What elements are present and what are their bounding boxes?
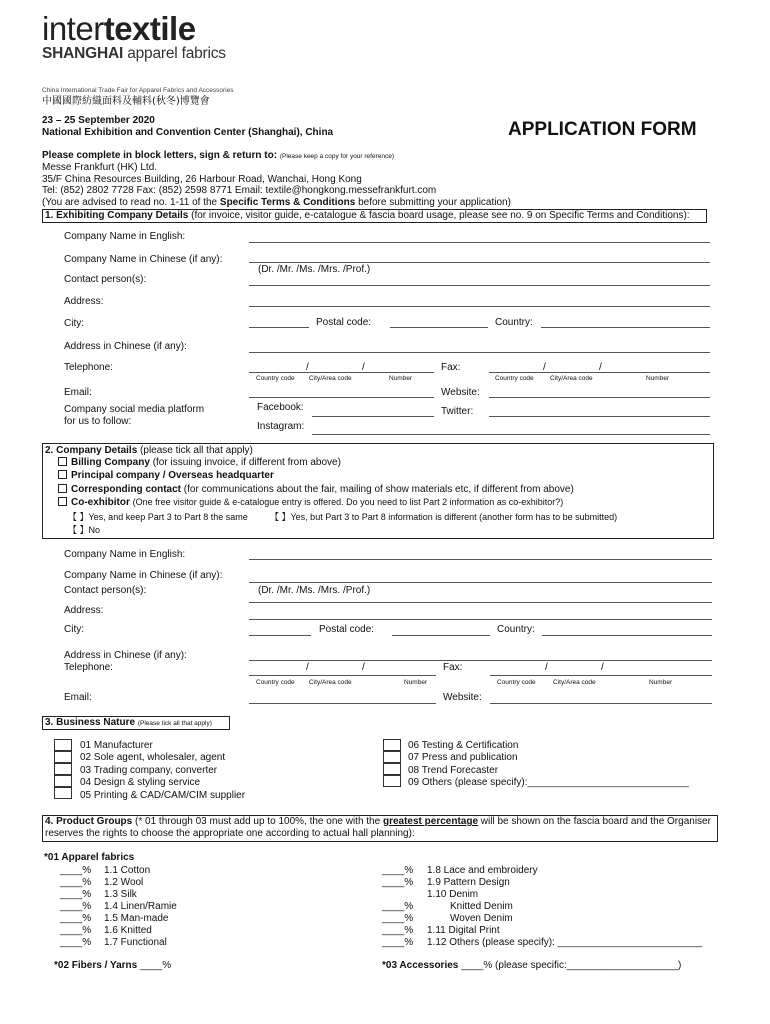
checkbox-bn-01[interactable]: [54, 739, 72, 751]
section-3-title: 3. Business Nature (Please tick all that apply): [45, 717, 212, 728]
s2-fax-input[interactable]: [490, 675, 712, 676]
email-input[interactable]: [249, 397, 434, 398]
section-4-title-line2: reserves the rights to choose the appropriate one according to actual hall planning):: [45, 828, 415, 839]
s2-fax-number-hint: Number: [649, 679, 673, 686]
label-website: Website:: [441, 387, 480, 398]
s2-fax-slash-1: /: [545, 662, 548, 673]
label-address-cn: Address in Chinese (if any):: [64, 341, 187, 352]
s2-tel-slash-1: /: [306, 662, 309, 673]
s2-label-email: Email:: [64, 692, 92, 703]
salutation-hint: (Dr. /Mr. /Ms. /Mrs. /Prof.): [258, 264, 371, 275]
label-twitter: Twitter:: [441, 406, 474, 417]
s2-website-input[interactable]: [490, 703, 712, 704]
city-input[interactable]: [249, 327, 309, 328]
address-cn-input[interactable]: [249, 352, 710, 353]
label-contact: Contact person(s):: [64, 274, 147, 285]
intro-advice: (You are advised to read no. 1-11 of the Specific Terms & Conditions before submitting your application): [42, 197, 511, 208]
s2-fax-slash-2: /: [601, 662, 604, 673]
pct-1-3[interactable]: ____%: [60, 889, 92, 900]
label-company-en: Company Name in English:: [64, 231, 186, 242]
instagram-input[interactable]: [312, 434, 710, 435]
tel-number-hint: Number: [389, 375, 413, 382]
s2-company-cn-input[interactable]: [249, 582, 712, 583]
s2-tel-country-code-hint: Country code: [256, 679, 295, 686]
pct-1-10-knitted[interactable]: ____%: [382, 901, 414, 912]
label-social-2: for us to follow:: [64, 416, 132, 427]
s2-postal-input[interactable]: [392, 635, 490, 636]
s2-email-input[interactable]: [249, 703, 436, 704]
bn-03-label: 03 Trading company, converter: [80, 765, 218, 776]
s2-fax-area-code-hint: City/Area code: [553, 679, 596, 686]
label-city: City:: [64, 318, 84, 329]
label-postal: Postal code:: [316, 317, 372, 328]
label-country: Country:: [495, 317, 533, 328]
s2-fax-country-code-hint: Country code: [497, 679, 536, 686]
option-corresponding[interactable]: Corresponding contact (for communications about the fair, mailing of show materials etc, if different from above): [58, 484, 574, 496]
section-4-title-line1: 4. Product Groups (* 01 through 03 must add up to 100%, the one with the greatest percentage will be shown on the fascia board and the Organiser: [45, 816, 711, 827]
option-no[interactable]: 【 】No: [68, 525, 101, 535]
pct-1-12[interactable]: ____%: [382, 937, 414, 948]
bn-09-label: 09 Others (please specify):_____________________________: [408, 777, 689, 788]
label-1-11: 1.11 Digital Print: [427, 925, 500, 936]
checkbox-bn-08[interactable]: [383, 763, 401, 775]
s2-label-website: Website:: [443, 692, 482, 703]
checkbox-bn-02[interactable]: [54, 751, 72, 763]
pct-1-10-woven[interactable]: ____%: [382, 913, 414, 924]
bn-06-label: 06 Testing & Certification: [408, 740, 519, 751]
tel-slash-2: /: [362, 362, 365, 373]
pct-03[interactable]: ____% (please specific:____________________): [461, 960, 682, 971]
s2-city-input[interactable]: [249, 635, 311, 636]
label-1-7: 1.7 Functional: [104, 937, 167, 948]
s2-contact-input[interactable]: [249, 602, 712, 603]
s2-label-fax: Fax:: [443, 662, 463, 673]
pct-1-1[interactable]: ____%: [60, 865, 92, 876]
label-1-9: 1.9 Pattern Design: [427, 877, 510, 888]
logo-intertextile: intertextile: [42, 10, 196, 47]
s2-tel-area-code-hint: City/Area code: [309, 679, 352, 686]
fair-venue: National Exhibition and Convention Center (Shanghai), China: [42, 127, 334, 138]
fax-country-code-hint: Country code: [495, 375, 534, 382]
checkbox-principal[interactable]: [58, 470, 67, 479]
bn-04-label: 04 Design & styling service: [80, 777, 201, 788]
label-1-12: 1.12 Others (please specify): __________________________: [427, 937, 703, 948]
s2-salutation-hint: (Dr. /Mr. /Ms. /Mrs. /Prof.): [258, 585, 371, 596]
s2-tel-slash-2: /: [362, 662, 365, 673]
group-03: *03 Accessories ____% (please specific:____________________): [382, 960, 682, 971]
fair-dates: 23 – 25 September 2020: [42, 115, 155, 126]
checkbox-bn-06[interactable]: [383, 739, 401, 751]
company-en-input[interactable]: [249, 242, 710, 243]
label-fax: Fax:: [441, 362, 461, 373]
option-yes-different[interactable]: 【 】Yes, but Part 3 to Part 8 information is different (another form has to be submitted): [270, 512, 618, 522]
option-billing[interactable]: Billing Company (for issuing invoice, if different from above): [58, 457, 341, 469]
tel-country-code-hint: Country code: [256, 375, 295, 382]
label-1-8: 1.8 Lace and embroidery: [427, 865, 538, 876]
label-instagram: Instagram:: [257, 421, 305, 432]
checkbox-bn-04[interactable]: [54, 775, 72, 787]
s2-label-telephone: Telephone:: [64, 662, 113, 673]
pct-1-4[interactable]: ____%: [60, 901, 92, 912]
fax-slash-1: /: [543, 362, 546, 373]
s2-label-city: City:: [64, 624, 84, 635]
s2-label-postal: Postal code:: [319, 624, 375, 635]
label-1-4: 1.4 Linen/Ramie: [104, 901, 177, 912]
intro-org: Messe Frankfurt (HK) Ltd.: [42, 162, 158, 173]
s2-tel-number-hint: Number: [404, 679, 428, 686]
website-input[interactable]: [489, 397, 710, 398]
s2-label-address: Address:: [64, 605, 104, 616]
fair-name-cn: 中國國際紡織面料及輔料(秋冬)博覽會: [42, 96, 210, 107]
label-1-10: 1.10 Denim: [427, 889, 479, 900]
pct-1-2[interactable]: ____%: [60, 877, 92, 888]
bn-01-label: 01 Manufacturer: [80, 740, 153, 751]
checkbox-bn-09[interactable]: [383, 775, 401, 787]
tel-slash-1: /: [306, 362, 309, 373]
pct-1-6[interactable]: ____%: [60, 925, 92, 936]
s2-telephone-input[interactable]: [249, 675, 436, 676]
pct-1-7[interactable]: ____%: [60, 937, 92, 948]
facebook-input[interactable]: [312, 416, 434, 417]
s2-address-input[interactable]: [249, 619, 712, 620]
logo-subtitle: SHANGHAI apparel fabrics: [42, 45, 226, 62]
checkbox-bn-07[interactable]: [383, 751, 401, 763]
pct-1-8[interactable]: ____%: [382, 865, 414, 876]
s2-address-cn-input[interactable]: [249, 660, 712, 661]
s2-label-address-cn: Address in Chinese (if any):: [64, 650, 187, 661]
s2-label-company-cn: Company Name in Chinese (if any):: [64, 570, 223, 581]
checkbox-billing[interactable]: [58, 457, 67, 466]
checkbox-coexhibitor[interactable]: [58, 497, 67, 506]
s2-label-company-en: Company Name in English:: [64, 549, 186, 560]
label-1-6: 1.6 Knitted: [104, 925, 152, 936]
option-principal[interactable]: Principal company / Overseas headquarter: [58, 470, 274, 482]
label-email: Email:: [64, 387, 92, 398]
section-1-title: 1. Exhibiting Company Details (for invoice, visitor guide, e-catalogue & fascia board usage, please see no. 9 on Specific Terms and Conditions):: [45, 210, 690, 221]
bn-07-label: 07 Press and publication: [408, 752, 518, 763]
label-1-2: 1.2 Wool: [104, 877, 144, 888]
form-title: APPLICATION FORM: [508, 119, 697, 140]
s2-label-contact: Contact person(s):: [64, 585, 147, 596]
label-1-10-woven: Woven Denim: [450, 913, 513, 924]
country-input[interactable]: [541, 327, 710, 328]
bn-08-label: 08 Trend Forecaster: [408, 765, 499, 776]
s2-country-input[interactable]: [542, 635, 712, 636]
tel-area-code-hint: City/Area code: [309, 375, 352, 382]
company-cn-input[interactable]: [249, 262, 710, 263]
label-1-5: 1.5 Man-made: [104, 913, 169, 924]
group-02: *02 Fibers / Yarns ____%: [54, 960, 172, 971]
fax-number-hint: Number: [646, 375, 670, 382]
postal-input[interactable]: [390, 327, 488, 328]
label-facebook: Facebook:: [257, 402, 304, 413]
fax-area-code-hint: City/Area code: [550, 375, 593, 382]
fair-name-en: China International Trade Fair for Apparel Fabrics and Accessories: [42, 87, 234, 94]
label-company-cn: Company Name in Chinese (if any):: [64, 254, 223, 265]
label-telephone: Telephone:: [64, 362, 113, 373]
address-input[interactable]: [249, 306, 710, 307]
group-01-title: *01 Apparel fabrics: [44, 852, 135, 863]
s2-company-en-input[interactable]: [249, 559, 712, 560]
intro-contact: Tel: (852) 2802 7728 Fax: (852) 2598 8771 Email: textile@hongkong.messefrankfurt.com: [42, 185, 437, 196]
label-1-10-knitted: Knitted Denim: [450, 901, 513, 912]
checkbox-bn-05[interactable]: [54, 787, 72, 799]
s2-label-country: Country:: [497, 624, 535, 635]
fax-input[interactable]: [489, 372, 710, 373]
label-1-1: 1.1 Cotton: [104, 865, 151, 876]
bn-02-label: 02 Sole agent, wholesaler, agent: [80, 752, 226, 763]
pct-02[interactable]: ____%: [139, 960, 172, 971]
checkbox-corresponding[interactable]: [58, 484, 67, 493]
telephone-input[interactable]: [249, 372, 434, 373]
option-coexhibitor[interactable]: Co-exhibitor (One free visitor guide & e-catalogue entry is offered. Do you need to list Part 2 information as co-exhibitor?): [58, 497, 563, 509]
label-social-1: Company social media platform: [64, 404, 205, 415]
bn-05-label: 05 Printing & CAD/CAM/CIM supplier: [80, 790, 246, 801]
fax-slash-2: /: [599, 362, 602, 373]
label-address: Address:: [64, 296, 104, 307]
option-yes-same[interactable]: 【 】Yes, and keep Part 3 to Part 8 the same: [68, 512, 248, 522]
label-1-3: 1.3 Silk: [104, 889, 137, 900]
pct-1-5[interactable]: ____%: [60, 913, 92, 924]
section-2-title: 2. Company Details (please tick all that apply): [45, 445, 253, 456]
intro-address: 35/F China Resources Building, 26 Harbour Road, Wanchai, Hong Kong: [42, 174, 362, 185]
twitter-input[interactable]: [489, 416, 710, 417]
intro-lead: Please complete in block letters, sign & return to: (Please keep a copy for your reference): [42, 150, 395, 161]
checkbox-bn-03[interactable]: [54, 763, 72, 775]
pct-1-9[interactable]: ____%: [382, 877, 414, 888]
contact-input[interactable]: [249, 285, 710, 286]
pct-1-11[interactable]: ____%: [382, 925, 414, 936]
